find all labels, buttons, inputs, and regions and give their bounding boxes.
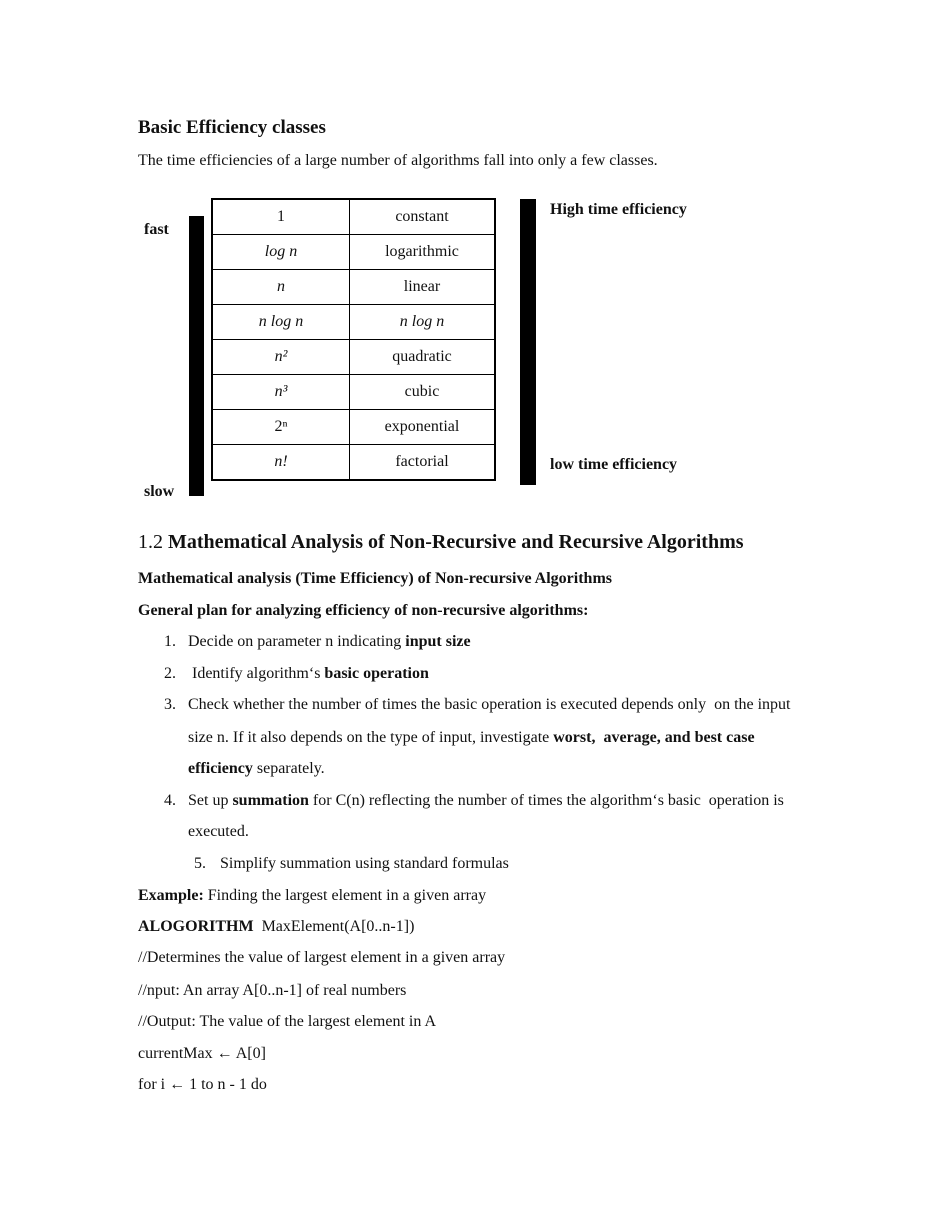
heading: Basic Efficiency classes	[138, 117, 326, 138]
table-row: log n logarithmic	[212, 235, 495, 270]
step-1-number: 1.	[164, 633, 176, 650]
section-title: 1.2 Mathematical Analysis of Non-Recursive and Recursive Algorithms	[138, 531, 744, 553]
code-line: //Output: The value of the largest element in A	[138, 1013, 437, 1030]
step-2-number: 2.	[164, 665, 176, 682]
step-3-line-1: Check whether the number of times the basic operation is executed depends only on the input	[188, 696, 791, 713]
right-efficiency-bar	[520, 199, 536, 485]
table-row: 2ⁿ exponential	[212, 410, 495, 445]
code-line: currentMax ← A[0]	[138, 1045, 266, 1062]
step-3-number: 3.	[164, 696, 176, 713]
step-4-line-2: executed.	[188, 823, 249, 840]
step-3-line-2: size n. If it also depends on the type of input, investigate worst, average, and best case	[188, 729, 755, 746]
fast-label: fast	[144, 221, 169, 238]
step-5-number: 5.	[194, 855, 206, 872]
example: Example: Finding the largest element in a given array	[138, 887, 487, 904]
left-speed-bar	[189, 216, 204, 496]
algorithm-header: ALOGORITHM MaxElement(A[0..n-1])	[138, 918, 415, 935]
efficiency-table	[211, 198, 496, 481]
step-3-line-3: efficiency separately.	[188, 760, 325, 777]
slow-label: slow	[144, 483, 175, 500]
table-row: n! factorial	[212, 445, 495, 481]
step-2: Identify algorithm‘s basic operation	[188, 665, 429, 682]
table-row: n² quadratic	[212, 340, 495, 375]
table-row: n log n n log n	[212, 305, 495, 340]
subheading-nonrecursive: Mathematical analysis (Time Efficiency) of Non-recursive Algorithms	[138, 570, 612, 587]
step-4-line-1: Set up summation for C(n) reflecting the number of times the algorithm‘s basic operation is	[188, 792, 784, 809]
code-line: //Determines the value of largest element in a given array	[138, 949, 506, 966]
step-1: Decide on parameter n indicating input size	[188, 633, 471, 650]
table-row: 1 constant	[212, 199, 495, 235]
intro-text: The time efficiencies of a large number of algorithms fall into only a few classes.	[138, 152, 658, 169]
code-line: for i ← 1 to n - 1 do	[138, 1076, 267, 1093]
high-efficiency-label: High time efficiency	[550, 201, 687, 218]
table-row: n linear	[212, 270, 495, 305]
step-4-number: 4.	[164, 792, 176, 809]
low-efficiency-label: low time efficiency	[550, 456, 678, 473]
subheading-plan: General plan for analyzing efficiency of non-recursive algorithms:	[138, 602, 589, 619]
step-5: Simplify summation using standard formulas	[220, 855, 509, 872]
code-line: //nput: An array A[0..n-1] of real numbers	[138, 982, 407, 999]
table-row: n³ cubic	[212, 375, 495, 410]
